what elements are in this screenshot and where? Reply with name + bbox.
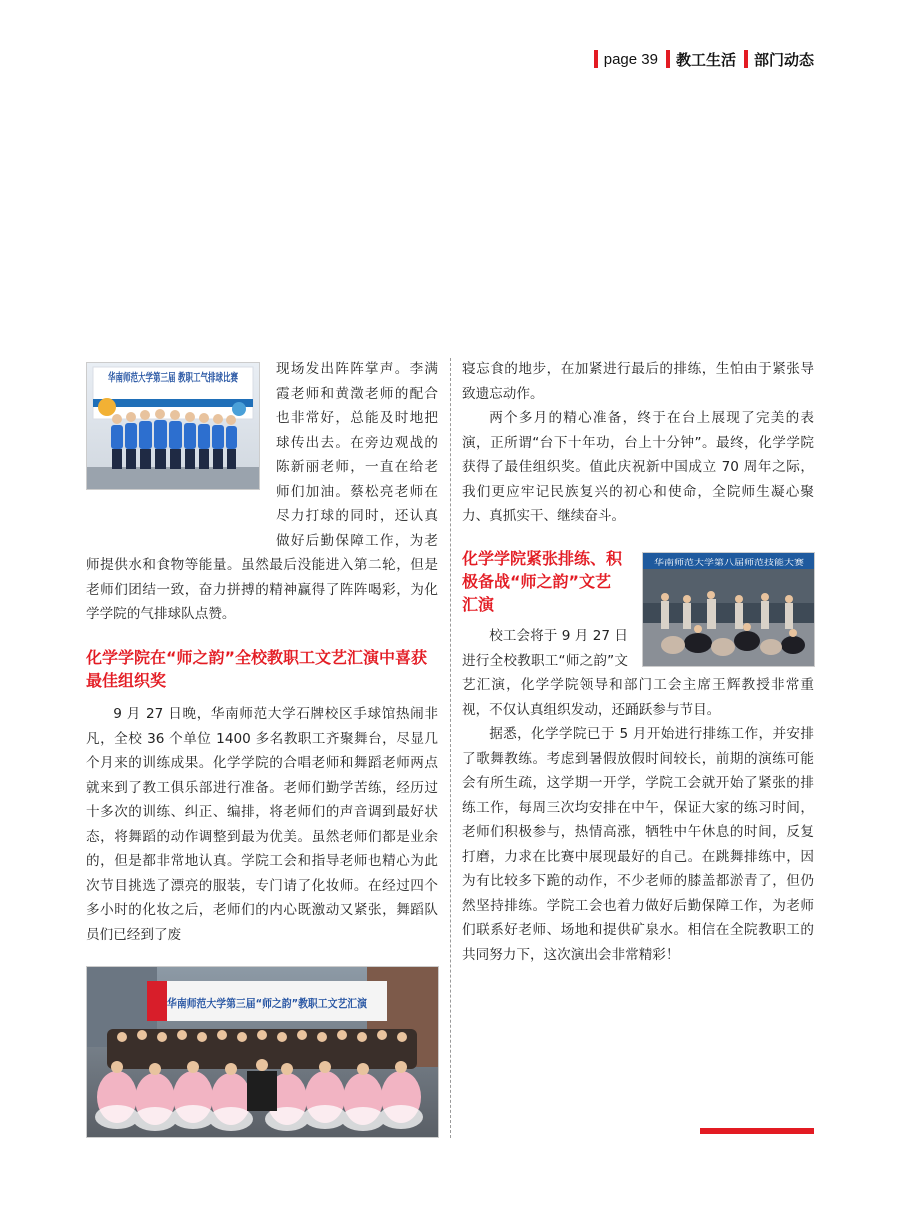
paragraph: 据悉，化学学院已于 5 月开始进行排练工作，并安排了歌舞教练。考虑到暑假放假时间较长，前期的演练可能会有所生疏，这学期一开学，学院工会就开始了紧张的排练工作，每周三次均安排在中午，保证大家的练习时间，老师们积极参与，热情高涨，牺牲中午休息的时间，反复打磨，力求在比赛中展现最好的自己。在跳舞排练中，因为有比较多下跪的动作，不少老师的膝盖都淤青了，但仍然坚持排练。学院工会也着力做好后勤保障工作，为老师们联系好老师、场地和提供矿泉水。相信在全院教职工的共同努力下，这次演出会非常精彩！ <box>462 726 814 963</box>
section-title: 部门动态 <box>753 51 814 69</box>
article-heading: 化学学院在“师之韵”全校教职工文艺汇演中喜获最佳组织奖 <box>86 648 428 690</box>
page-header <box>594 48 814 70</box>
banner-text: 华南师范大学第三届“师之韵”教职工文艺汇演 <box>167 997 391 1010</box>
page-number: page 39 <box>603 50 658 68</box>
paragraph: 两个多月的精心准备，终于在台上展现了完美的表演，正所谓“台下十年功，台上十分钟”。最终，化学学院获得了最佳组织奖。值此庆祝新中国成立 70 周年之际，我们更应牢记民族复兴的初心和使命，全院师生凝心聚力、真抓实干、继续奋斗。 <box>462 410 814 524</box>
header-bar <box>744 50 748 68</box>
header-bar <box>666 50 670 68</box>
banner-text: 华南师范大学第三届 教职工气排球比赛 <box>108 371 299 384</box>
paragraph: 9 月 27 日晚，华南师范大学石牌校区手球馆热闹非凡，全校 36 个单位 1400 多名教职工齐聚舞台，尽显几个月来的训练成果。化学学院的合唱老师和舞蹈老师两点就来到了教工俱乐部进行准备。老师们勤学苦练，经历过十多次的训练、纠正、编排，将老师们的声音调到最好状态，将舞蹈的动作调整到最为优美。虽然老师们都是业余的，但是都非常地认真。学院工会和指导老师也精心为此次节目挑选了漂亮的服装，专门请了化妆师。在经过四个多小时的化妆之后，老师们的内心既激动又紧张，舞蹈队员们已经到了废 <box>86 706 438 943</box>
performance-group-image <box>87 967 438 1137</box>
left-column <box>86 357 438 627</box>
performance-group-photo <box>86 966 439 1138</box>
left-article <box>86 646 438 947</box>
paragraph: 现场发出阵阵掌声。李满霞老师和黄澂老师的配合也非常好，总能及时地把球传出去。在旁边观战的陈新丽老师，一直在给老师们加油。蔡松亮老师在尽力打球的同时，还认真做好后勤保障工作，为老师提供水和食物等能量。虽然最后没能进入第二轮，但是老师们团结一致，奋力拼搏的精神赢得了阵阵喝彩，为化学学院的气排球队点赞。 <box>86 361 438 622</box>
banner-text: 华南师范大学第八届师范技能大赛 <box>654 558 774 567</box>
header-bar <box>594 50 598 68</box>
right-column <box>462 357 814 529</box>
article-heading-text: 化学学院紧张排练、积极备战“师之韵”文艺汇演 <box>462 549 623 614</box>
right-article <box>462 547 814 967</box>
paragraph: 寝忘食的地步，在加紧进行最后的排练，生怕由于紧张导致遗忘动作。 <box>462 361 814 402</box>
column-title: 教工生活 <box>675 51 736 69</box>
article-heading <box>462 547 627 616</box>
footer-accent-bar <box>700 1128 814 1134</box>
paragraph: 校工会将于 9 月 27 日进行全校教职工“师之韵”文艺汇演，化学学院领导和部门工会主席王辉教授非常重视，不仅认真组织发动，还踊跃参与节目。 <box>462 628 814 718</box>
column-divider <box>450 358 451 1138</box>
